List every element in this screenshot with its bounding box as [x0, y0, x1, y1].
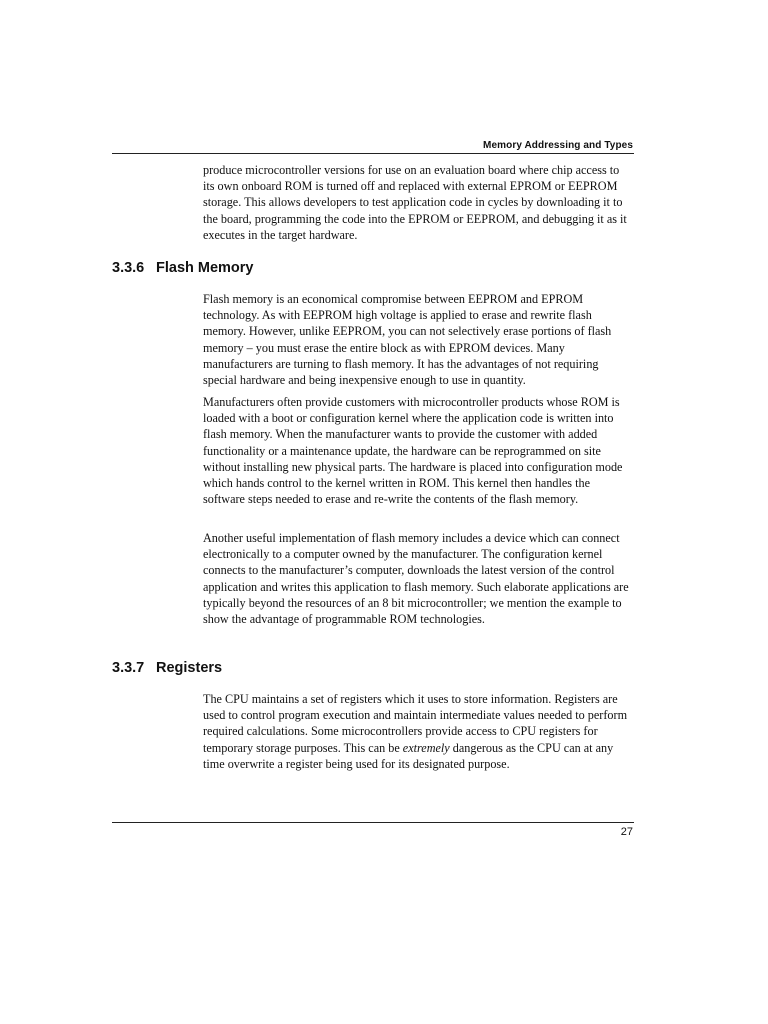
- footer-rule: [112, 822, 634, 823]
- registers-text-part-1: The CPU maintains a set of registers which it uses to store information. Registers are used to control program execution and maintain intermediate values needed to perform required calculations. Some microcontrollers provide access to CPU registers for temporary storage purposes. This can be: [203, 692, 628, 755]
- intro-paragraph: produce microcontroller versions for use on an evaluation board where chip access to its own onboard ROM is turned off and replaced with external EPROM or EEPROM storage. This allows developers to test application code in cycles by downloading it to the board, programming the code into the EPROM or EEPROM, and debugging it as it executes in the target hardware.: [203, 163, 627, 242]
- flash-paragraph-3-block: [203, 530, 631, 627]
- flash-paragraph-2: Manufacturers often provide customers with microcontroller products whose ROM is loaded with a boot or configuration kernel where the application code is written into flash memory. When the manufacturer wants to provide the customer with added functionality or a maintenance update, the hardware can be reprogrammed on site without installing new physical parts. The hardware is placed into configuration mode which hands control to the kernel written in ROM. This kernel then handles the software steps needed to erase and re-write the contents of the flash memory.: [203, 395, 623, 507]
- section-number: 3.3.7: [112, 660, 145, 676]
- registers-text-part-2: dangerous as the CPU can at any time overwrite a register being used for its designated purpose.: [203, 740, 614, 771]
- registers-paragraph-block: [203, 691, 631, 772]
- flash-paragraph-1-block: [203, 291, 631, 388]
- flash-paragraph-3: Another useful implementation of flash memory includes a device which can connect electronically to a computer owned by the manufacturer. The configuration kernel connects to the manufacturer’s computer, downloads the latest version of the control application and writes this application to flash memory. Such elaborate applications are typically beyond the resources of an 8 bit microcontroller; we mention the example to show the advantage of programmable ROM technologies.: [203, 531, 629, 627]
- section-heading-flash-memory: [112, 259, 254, 277]
- section-title: Registers: [156, 660, 223, 676]
- flash-paragraph-1: Flash memory is an economical compromise between EEPROM and EPROM technology. As with EEPROM high voltage is applied to erase and rewrite flash memory. However, unlike EEPROM, you can not selectively erase portions of flash memory – you must erase the entire block as with EPROM devices. Many manufacturers are turning to flash memory. It has the advantages of not requiring special hardware and being inexpensive enough to use in quantity.: [203, 292, 612, 388]
- running-header: Memory Addressing and Types: [483, 140, 633, 151]
- header-rule: [112, 153, 634, 154]
- emphasis-text: extremely: [402, 740, 450, 755]
- section-number: 3.3.6: [112, 260, 145, 276]
- page-number: 27: [620, 826, 633, 838]
- section-title: Flash Memory: [156, 260, 254, 276]
- section-heading-registers: [112, 659, 222, 677]
- intro-block: [203, 162, 631, 243]
- registers-paragraph: [203, 691, 631, 772]
- flash-paragraph-2-block: [203, 394, 631, 507]
